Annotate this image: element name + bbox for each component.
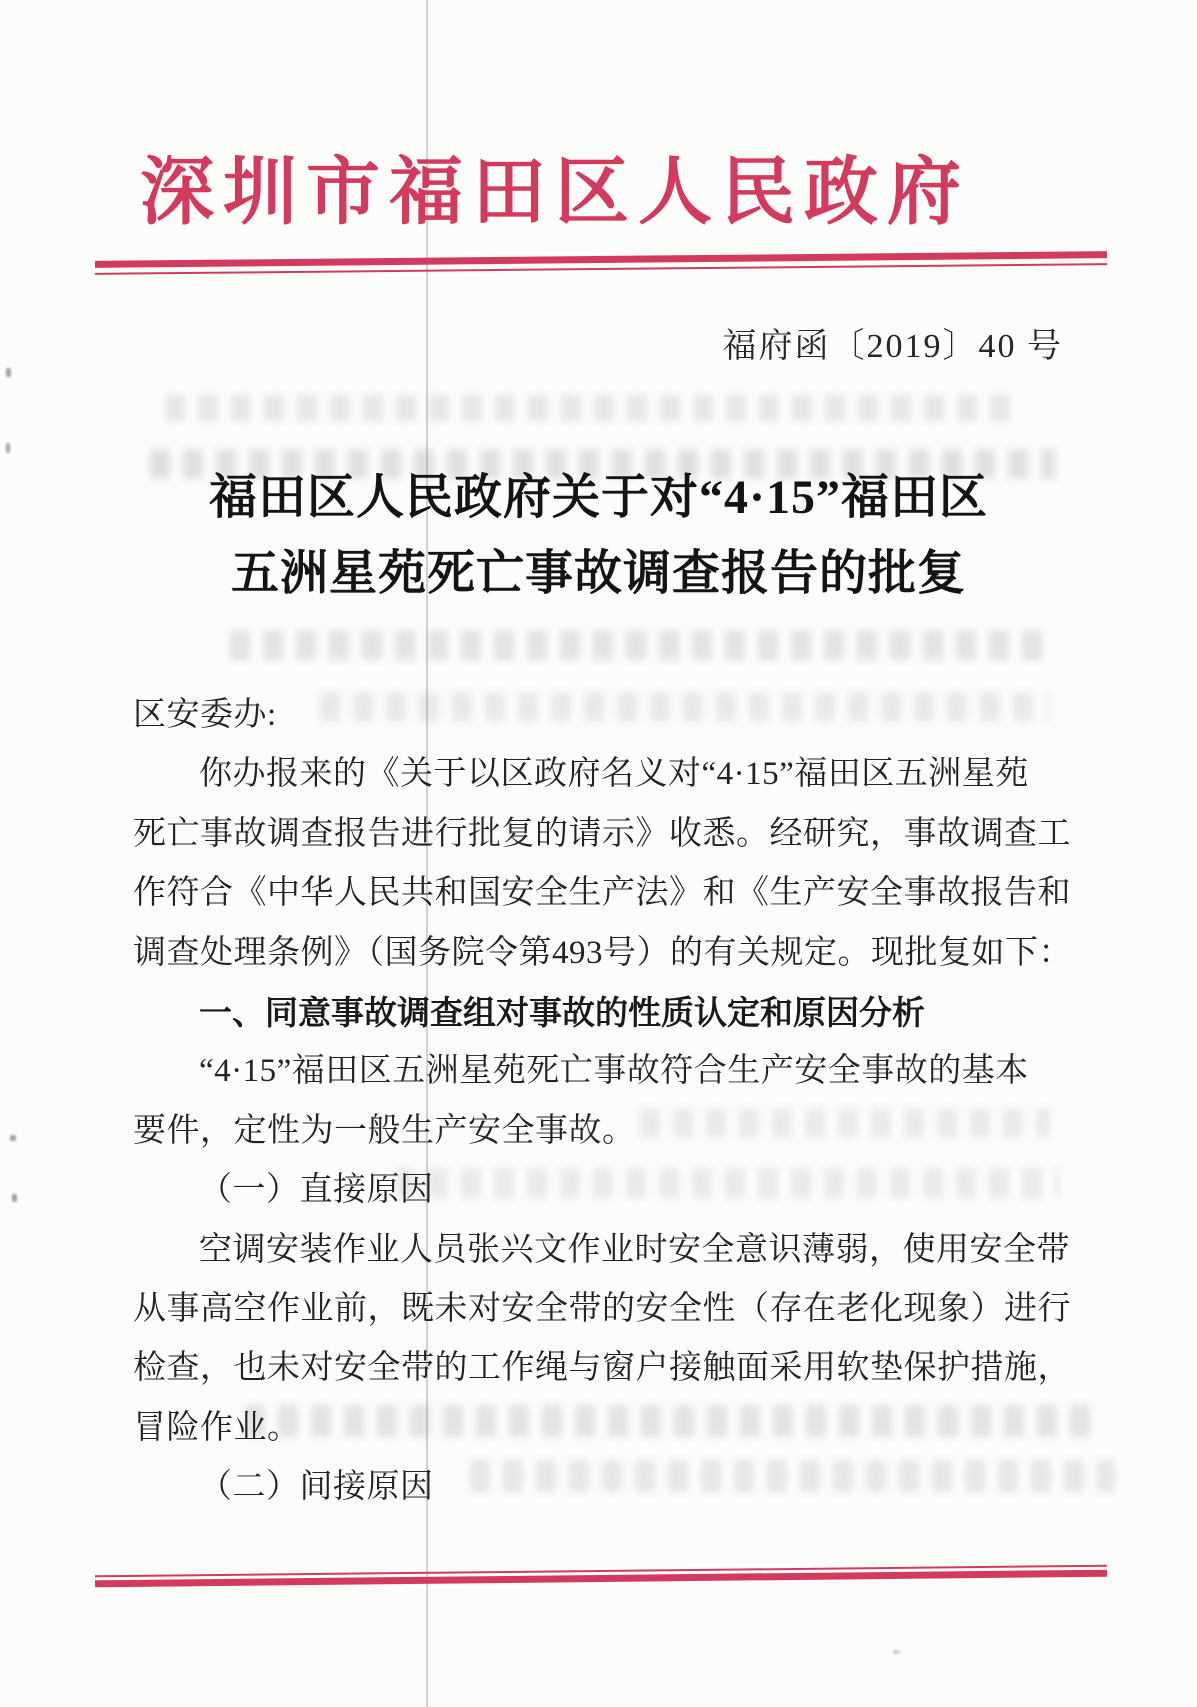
scan-speck <box>893 1650 900 1654</box>
body-line: 空调安装作业人员张兴文作业时安全意识薄弱，使用安全带 <box>199 1231 1070 1268</box>
document-body <box>133 686 1072 1517</box>
bleedthrough-text-artifact <box>165 395 1020 421</box>
body-line: （二）间接原因 <box>199 1469 434 1506</box>
body-line: 要件，定性为一般生产安全事故。 <box>133 1112 636 1149</box>
body-line: 冒险作业。 <box>133 1409 301 1446</box>
bleedthrough-text-artifact <box>230 630 1050 660</box>
scan-speck <box>6 368 11 377</box>
document-number: 福府函〔2019〕40 号 <box>722 328 1063 365</box>
letterhead-agency-name: 深圳市福田区人民政府 <box>140 152 970 234</box>
body-line: （一）直接原因 <box>199 1172 434 1209</box>
footer-divider-rule <box>95 1565 1107 1588</box>
scan-speck <box>6 443 10 453</box>
body-line: 检查，也未对安全带的工作绳与窗户接触面采用软垫保护措施， <box>133 1350 1071 1387</box>
section-heading-line: 一、同意事故调查组对事故的性质认定和原因分析 <box>199 993 925 1031</box>
body-line: 从事高空作业前，既未对安全带的安全性（存在老化现象）进行 <box>133 1290 1071 1327</box>
body-line: “4·15”福田区五洲星苑死亡事故符合生产安全事故的基本 <box>199 1053 1029 1090</box>
body-line: 你办报来的《关于以区政府名义对“4·15”福田区五洲星苑 <box>199 756 1029 793</box>
body-line: 调查处理条例》（国务院令第493号）的有关规定。现批复如下： <box>133 934 1072 971</box>
body-paragraph-lines <box>133 745 1072 1517</box>
scan-speck <box>12 1194 17 1202</box>
document-title-line2: 五洲星苑死亡事故调查报告的批复 <box>230 547 966 600</box>
divider-thick-line <box>95 1570 1107 1588</box>
document-title-line1: 福田区人民政府关于对“4·15”福田区 <box>208 471 988 524</box>
letterhead-divider-rule <box>95 251 1107 275</box>
body-line: 死亡事故调查报告进行批复的请示》收悉。经研究，事故调查工 <box>133 815 1071 852</box>
body-line: 作符合《中华人民共和国安全生产法》和《生产安全事故报告和 <box>133 875 1071 912</box>
document-title <box>66 460 1131 612</box>
salutation: 区安委办: <box>133 697 277 733</box>
scan-speck <box>10 1135 16 1141</box>
